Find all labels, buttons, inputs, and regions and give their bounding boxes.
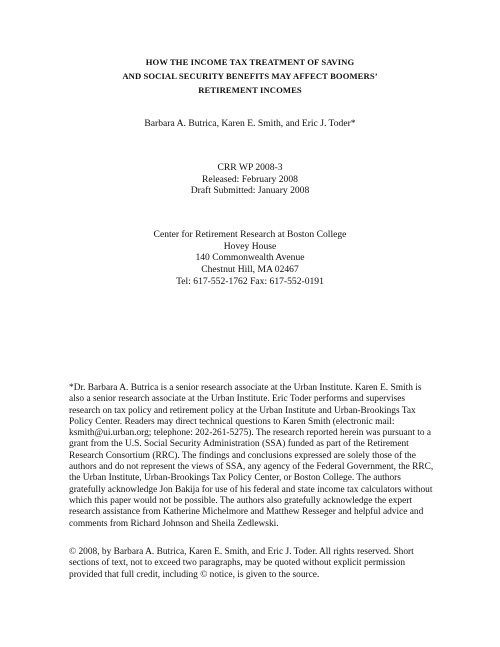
author-footnote [69,383,433,530]
author-list: Barbara A. Butrica, Karen E. Smith, and Eric J. Toder* [144,118,356,129]
institution-street: 140 Commonwealth Avenue [195,252,305,264]
paper-title [60,55,440,97]
copyright-line: sections of text, not to exceed two paragraphs, may be quoted without explicit permission [69,558,406,569]
footnote-line: research on tax policy and retirement policy at the Urban Institute and Urban-Brookings Tax [69,405,416,416]
footnote-line: grant from the U.S. Social Security Administration (SSA) funded as part of the Retirement [69,439,409,450]
fax-number: Fax: 617-552-0191 [250,275,324,287]
telephone-number: Tel: 617-552-1762 [176,275,248,287]
institution-name: Center for Retirement Research at Boston College [153,229,347,240]
release-date: Released: February 2008 [202,173,298,185]
footnote-line: Research Consortium (RRC). The findings and conclusions expressed are solely those of the [69,450,416,461]
copyright-line: © 2008, by Barbara A. Butrica, Karen E. Smith, and Eric J. Toder. All rights reserved. Short [69,547,414,557]
submission-date: Draft Submitted: January 2008 [190,185,310,196]
copyright-notice [69,547,433,581]
institution-address [60,229,440,288]
footnote-line: gratefully acknowledge Jon Bakija for use of his federal and state income tax calculators without [69,484,433,495]
footnote-line: ksmith@ui.urban.org; telephone: 202-261-5275). The research reported herein was pursuant to a [69,428,432,439]
footnote-line: authors and do not represent the views of SSA, any agency of the Federal Government, the RRC, [69,462,434,473]
working-paper-info [60,162,440,197]
institution-building: Hovey House [223,240,277,252]
institution-city: Chestnut Hill, MA 02467 [201,264,299,276]
title-line: RETIREMENT INCOMES [198,85,302,95]
copyright-line: provided that full credit, including © notice, is given to the source. [69,569,320,580]
title-line: AND SOCIAL SECURITY BENEFITS MAY AFFECT BOOMERS’ [122,71,378,81]
footnote-line: also a senior research associate at the Urban Institute. Eric Toder performs and supervises [69,394,406,405]
footnote-line: comments from Richard Johnson and Sheila Zedlewski. [69,518,279,529]
footnote-line: research assistance from Katherine Michelmore and Matthew Resseger and helpful advice and [69,507,424,518]
footnote-line: *Dr. Barbara A. Butrica is a senior research associate at the Urban Institute. Karen E. Smith is [69,383,422,393]
footnote-line: Policy Center. Readers may direct technical questions to Karen Smith (electronic mail: [69,416,395,427]
contact-line [60,276,440,288]
footnote-line: which this paper would not be possible. The authors also gratefully acknowledge the expert [69,495,412,506]
footnote-line: the Urban Institute, Urban-Brookings Tax Policy Center, or Boston College. The authors [69,473,401,484]
working-paper-number: CRR WP 2008-3 [217,162,283,173]
title-line: HOW THE INCOME TAX TREATMENT OF SAVING [145,57,355,67]
